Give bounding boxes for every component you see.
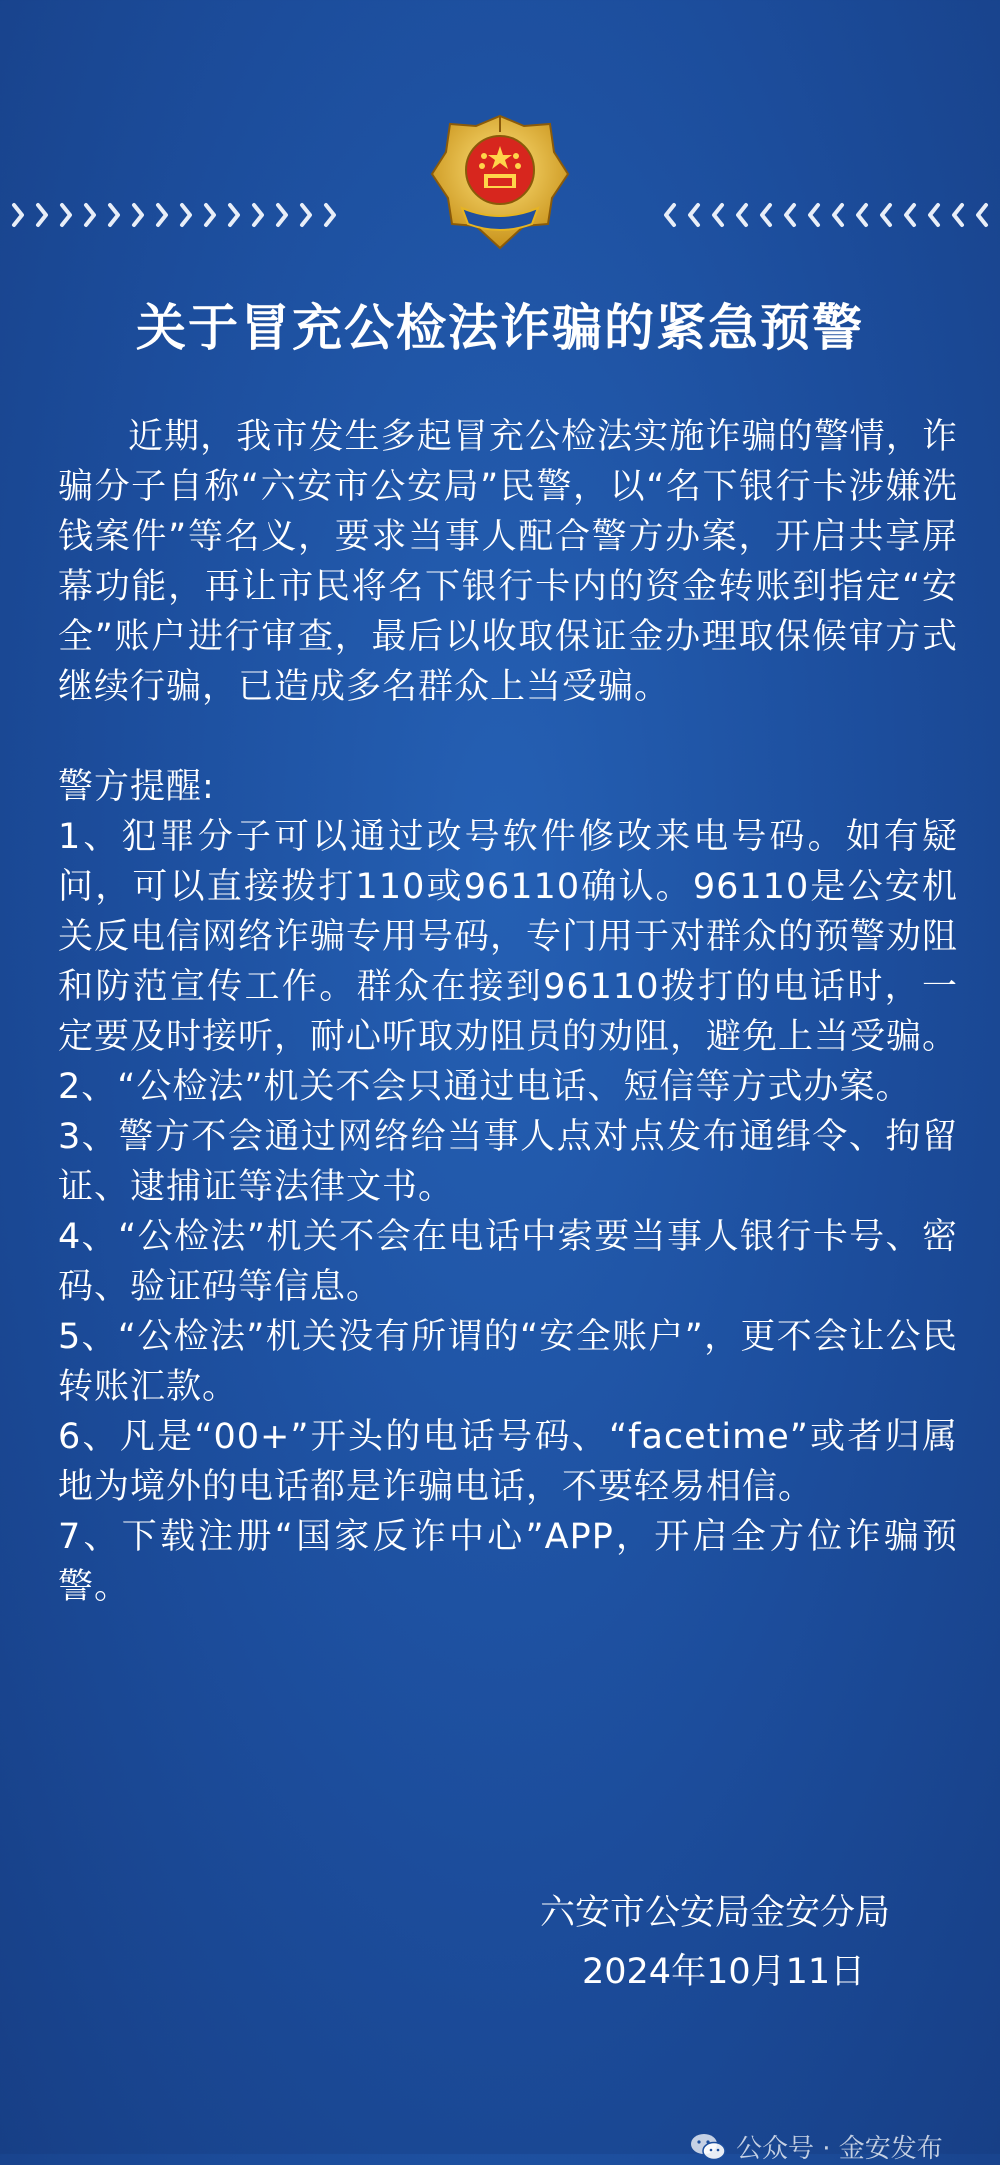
chevron-decoration-icon xyxy=(780,202,800,228)
reminder-item-4: 4、“公检法”机关不会在电话中索要当事人银行卡号、密码、验证码等信息。 xyxy=(58,1217,958,1307)
chevron-decoration-icon xyxy=(852,202,872,228)
notice-body xyxy=(58,412,958,1612)
reminder-item-6: 6、凡是“00+”开头的电话号码、“facetime”或者归属地为境外的电话都是诈骗电话，不要轻易相信。 xyxy=(58,1417,958,1507)
chevron-decoration-icon xyxy=(296,202,316,228)
chevron-decoration-icon xyxy=(128,202,148,228)
reminder-heading: 警方提醒: xyxy=(58,767,215,807)
chevron-decoration-icon xyxy=(708,202,728,228)
chevron-decoration-icon xyxy=(56,202,76,228)
chevron-decoration-icon xyxy=(224,202,244,228)
reminder-item-3: 3、警方不会通过网络给当事人点对点发布通缉令、拘留证、逮捕证等法律文书。 xyxy=(58,1117,958,1207)
chevron-decoration-icon xyxy=(948,202,968,228)
chevron-decoration-icon xyxy=(272,202,292,228)
paragraph-spacer xyxy=(58,712,958,762)
chevron-decoration-icon xyxy=(152,202,172,228)
reminder-item-1: 1、犯罪分子可以通过改号软件修改来电号码。如有疑问，可以直接拨打110或96110确认。96110是公安机关反电信网络诈骗专用号码，专门用于对群众的预警劝阻和防范宣传工作。群众在接到96110拨打的电话时，一定要及时接听，耐心听取劝阻员的劝阻，避免上当受骗。 xyxy=(58,817,959,1057)
right-chevron-decoration xyxy=(660,202,992,228)
chevron-decoration-icon xyxy=(684,202,704,228)
chevron-decoration-icon xyxy=(176,202,196,228)
chevron-decoration-icon xyxy=(828,202,848,228)
intro-paragraph: 近期，我市发生多起冒充公检法实施诈骗的警情，诈骗分子自称“六安市公安局”民警，以“名下银行卡涉嫌洗钱案件”等名义，要求当事人配合警方办案，开启共享屏幕功能，再让市民将名下银行卡内的资金转账到指定“安全”账户进行审查，最后以收取保证金办理取保候审方式继续行骗，已造成多名群众上当受骗。 xyxy=(58,417,958,707)
chevron-decoration-icon xyxy=(8,202,28,228)
reminder-item-5: 5、“公检法”机关没有所谓的“安全账户”，更不会让公民转账汇款。 xyxy=(58,1317,958,1407)
chevron-decoration-icon xyxy=(876,202,896,228)
signature-date: 2024年10月11日 xyxy=(582,1952,866,1992)
header-band xyxy=(0,0,1000,357)
wechat-icon xyxy=(690,2132,726,2162)
chevron-decoration-icon xyxy=(320,202,340,228)
chevron-decoration-icon xyxy=(972,202,992,228)
chevron-decoration-icon xyxy=(660,202,680,228)
watermark-text: 公众号 · 金安发布 xyxy=(736,2134,943,2164)
chevron-decoration-icon xyxy=(200,202,220,228)
chevron-decoration-icon xyxy=(732,202,752,228)
chevron-decoration-icon xyxy=(756,202,776,228)
chevron-decoration-icon xyxy=(80,202,100,228)
chevron-decoration-icon xyxy=(900,202,920,228)
left-chevron-decoration xyxy=(8,202,340,228)
reminder-item-7: 7、下载注册“国家反诈中心”APP，开启全方位诈骗预警。 xyxy=(58,1517,958,1607)
chevron-decoration-icon xyxy=(924,202,944,228)
police-emblem-icon xyxy=(428,112,572,252)
chevron-decoration-icon xyxy=(32,202,52,228)
chevron-decoration-icon xyxy=(104,202,124,228)
chevron-decoration-icon xyxy=(248,202,268,228)
page-title: 关于冒充公检法诈骗的紧急预警 xyxy=(136,299,864,357)
chevron-decoration-icon xyxy=(804,202,824,228)
watermark xyxy=(690,2128,943,2165)
reminder-item-2: 2、“公检法”机关不会只通过电话、短信等方式办案。 xyxy=(58,1067,912,1107)
signature-org: 六安市公安局金安分局 xyxy=(540,1893,891,1933)
